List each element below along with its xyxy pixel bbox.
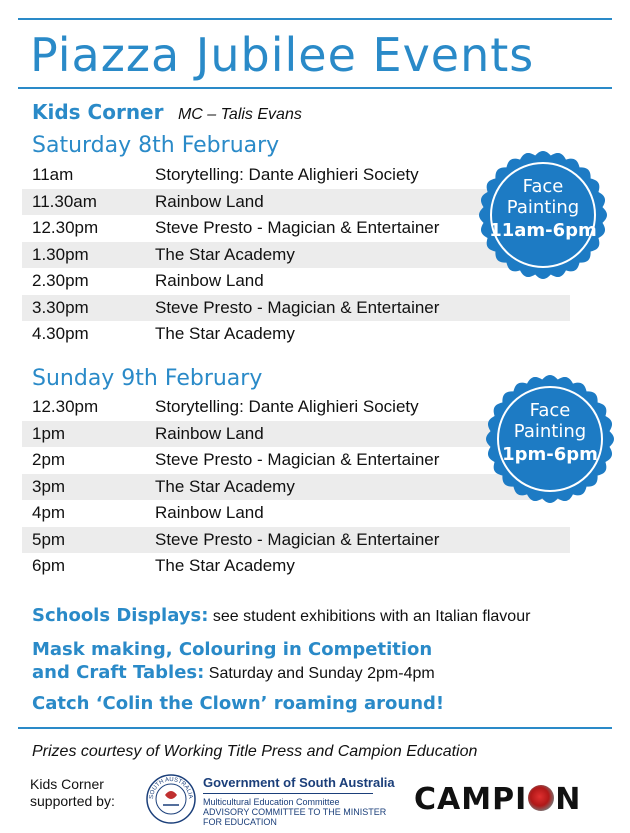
schedule-row	[22, 527, 570, 554]
schedule-time: 3pm	[32, 476, 66, 496]
craft-tables	[32, 662, 435, 683]
schedule-event: Steve Presto - Magician & Entertainer	[155, 450, 440, 470]
schedule-event: The Star Academy	[155, 324, 295, 344]
government-logo	[145, 773, 395, 827]
mc-label: MC – Talis Evans	[177, 106, 302, 123]
government-divider	[203, 793, 373, 794]
schedule-event: Rainbow Land	[155, 423, 264, 443]
campion-text-after: N	[555, 782, 582, 817]
face-painting-badge-saturday	[478, 150, 608, 280]
schedule-time: 12.30pm	[32, 218, 99, 238]
supported-by	[30, 776, 115, 810]
schedule-time: 6pm	[32, 556, 66, 576]
mask-text: Saturday and Sunday 2pm-4pm	[208, 665, 435, 682]
supported-line-1: Kids Corner	[30, 776, 104, 792]
badge-line-1: Face	[529, 400, 571, 421]
schedule-event: Storytelling: Dante Alighieri Society	[155, 397, 419, 417]
government-name: Government of South Australia	[203, 775, 395, 790]
kids-corner-heading	[32, 100, 302, 124]
schedule-event: The Star Academy	[155, 244, 295, 264]
schedule-row	[22, 553, 570, 580]
schedule-time: 1.30pm	[32, 244, 89, 264]
badge-hours: 1pm-6pm	[502, 444, 598, 465]
badge-line-2: Painting	[513, 421, 587, 442]
schedule-time: 11.30am	[32, 191, 97, 211]
government-sub	[203, 797, 386, 827]
schedule-row	[22, 295, 570, 322]
mask-making-heading	[32, 639, 432, 660]
schedule-event: Rainbow Land	[155, 191, 264, 211]
mask-heading-line-2: and Craft Tables:	[32, 662, 205, 683]
schedule-event: Rainbow Land	[155, 503, 264, 523]
schedule-time: 2.30pm	[32, 271, 89, 291]
government-sub-1: Multicultural Education Committee	[203, 797, 340, 807]
badge-hours: 11am-6pm	[489, 220, 597, 241]
schedule-event: Steve Presto - Magician & Entertainer	[155, 297, 440, 317]
campion-text-before: CAMPI	[414, 782, 528, 817]
saturday-heading: Saturday 8th February	[32, 133, 280, 158]
schedule-event: Steve Presto - Magician & Entertainer	[155, 218, 440, 238]
badge-line-2: Painting	[506, 197, 580, 218]
page-title: Piazza Jubilee Events	[30, 28, 535, 82]
mask-heading-line-1: Mask making, Colouring in Competition	[32, 639, 433, 660]
state-seal-icon	[145, 773, 197, 825]
campion-o-icon	[528, 785, 554, 811]
sunday-heading: Sunday 9th February	[32, 366, 263, 391]
schedule-row	[22, 321, 570, 348]
schedule-event: The Star Academy	[155, 476, 295, 496]
bottom-rule	[18, 727, 612, 729]
schools-heading: Schools Displays:	[32, 605, 209, 626]
title-rule	[18, 87, 612, 89]
schedule-event: Rainbow Land	[155, 271, 264, 291]
top-rule	[18, 18, 612, 20]
schedule-time: 2pm	[32, 450, 66, 470]
schedule-time: 4pm	[32, 503, 66, 523]
schedule-time: 5pm	[32, 529, 66, 549]
supported-line-2: supported by:	[30, 793, 115, 809]
government-sub-3: FOR EDUCATION	[203, 817, 277, 827]
schedule-event: Steve Presto - Magician & Entertainer	[155, 529, 440, 549]
face-painting-badge-sunday	[485, 374, 615, 504]
clown-text: Catch ‘Colin the Clown’ roaming around!	[32, 693, 445, 714]
badge-line-1: Face	[522, 176, 564, 197]
schedule-event: The Star Academy	[155, 556, 295, 576]
kids-corner-label: Kids Corner	[32, 100, 164, 124]
schools-text: see student exhibitions with an Italian flavour	[212, 608, 531, 625]
schedule-time: 1pm	[32, 423, 66, 443]
prizes-text: Prizes courtesy of Working Title Press and Campion Education	[32, 743, 478, 760]
government-sub-2: ADVISORY COMMITTEE TO THE MINISTER	[203, 807, 387, 817]
schedule-time: 3.30pm	[32, 297, 89, 317]
clown-line	[32, 693, 444, 714]
schedule-event: Storytelling: Dante Alighieri Society	[155, 165, 419, 185]
schedule-time: 12.30pm	[32, 397, 99, 417]
campion-logo	[414, 782, 581, 817]
schedule-time: 4.30pm	[32, 324, 89, 344]
seal-text: SOUTH AUSTRALIA	[148, 776, 194, 800]
schools-displays	[32, 605, 530, 626]
schedule-time: 11am	[32, 165, 74, 185]
